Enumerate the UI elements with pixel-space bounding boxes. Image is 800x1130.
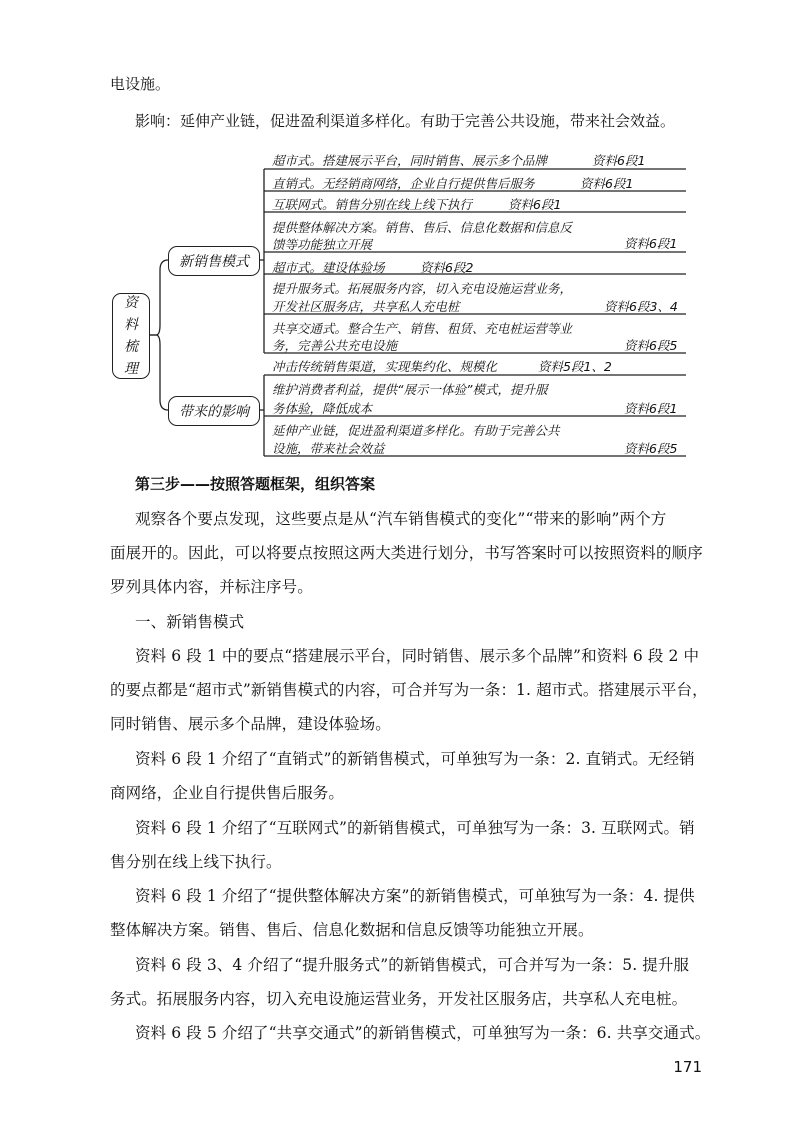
mind-map bbox=[0, 145, 800, 465]
mm-item-text-2: 馈等功能独立开展 bbox=[272, 237, 373, 252]
mm-item-text: 提升服务式。拓展服务内容，切入充电设施运营业务， bbox=[272, 281, 573, 296]
root-char: 料 bbox=[124, 317, 138, 333]
step3-heading: 第三步——按照答题框架，组织答案 bbox=[135, 475, 376, 493]
mm-item-ref: 资料6段5 bbox=[624, 441, 678, 456]
intro-line-0: 电设施。 bbox=[110, 75, 171, 93]
mm-item-text: 超市式。建设体验场 bbox=[272, 260, 385, 275]
mm-item-text: 延伸产业链，促进盈利渠道多样化。有助于完善公共 bbox=[272, 423, 560, 438]
mm-item-ref: 资料6段1 bbox=[624, 401, 678, 416]
mm-item-ref: 资料6段5 bbox=[624, 338, 678, 353]
page-number: 171 bbox=[673, 1058, 702, 1076]
mm-item-text-2: 务体验，降低成本 bbox=[272, 401, 373, 416]
body-line: 的要点都是“超市式”新销售模式的内容，可合并写为一条：1. 超市式。搭建展示平台， bbox=[110, 681, 708, 699]
mm-item-text: 冲击传统销售渠道，实现集约化、规模化 bbox=[272, 359, 498, 374]
intro-line-1: 影响：延伸产业链，促进盈利渠道多样化。有助于完善公共设施，带来社会效益。 bbox=[135, 112, 676, 130]
body-line: 商网络，企业自行提供售后服务。 bbox=[110, 784, 345, 802]
mm-item-text: 直销式。无经销商网络，企业自行提供售后服务 bbox=[272, 176, 535, 191]
body-line: 务式。拓展服务内容，切入充电设施运营业务，开发社区服务店，共享私人充电桩。 bbox=[110, 990, 688, 1008]
body-line: 资料 6 段 1 介绍了“互联网式”的新销售模式，可单独写为一条：3. 互联网式。销 bbox=[135, 819, 695, 837]
body-line: 资料 6 段 5 介绍了“共享交通式”的新销售模式，可单独写为一条：6. 共享交通式。 bbox=[135, 1024, 711, 1042]
mm-item-ref: 资料6段1 bbox=[508, 197, 562, 212]
mm-item-text: 提供整体解决方案。销售、售后、信息化数据和信息反 bbox=[272, 220, 573, 235]
root-char: 梳 bbox=[124, 339, 138, 355]
root-to-branch-connector bbox=[148, 335, 168, 410]
mm-item-ref: 资料6段2 bbox=[420, 260, 474, 275]
root-char: 理 bbox=[124, 361, 138, 377]
branch-new-sales-mode: 新销售模式 bbox=[168, 246, 260, 276]
root-char: 资 bbox=[124, 295, 138, 311]
mm-item-text: 超市式。搭建展示平台，同时销售、展示多个品牌 bbox=[272, 153, 548, 168]
mm-item-text: 维护消费者利益，提供“展示一体验”模式，提升服 bbox=[272, 382, 548, 397]
mm-item-ref: 资料6段1 bbox=[592, 153, 646, 168]
body-line: 罗列具体内容，并标注序号。 bbox=[110, 578, 313, 596]
root-to-branch-connector bbox=[148, 260, 168, 335]
mm-item-ref: 资料6段3、4 bbox=[604, 299, 678, 314]
mm-item-text: 共享交通式。整合生产、销售、租赁、充电桩运营等业 bbox=[272, 321, 573, 336]
body-line: 售分别在线上线下执行。 bbox=[110, 853, 282, 871]
mm-item-text: 互联网式。销售分别在线上线下执行 bbox=[272, 197, 473, 212]
body-line: 整体解决方案。销售、售后、信息化数据和信息反馈等功能独立开展。 bbox=[110, 921, 594, 939]
section-heading: 一、新销售模式 bbox=[135, 613, 245, 631]
mm-item-text-2: 开发社区服务店，共享私人充电桩 bbox=[272, 299, 460, 314]
mm-item-text-2: 设施，带来社会效益 bbox=[272, 441, 385, 456]
body-line: 面展开的。因此，可以将要点按照这两大类进行划分，书写答案时可以按照资料的顺序 bbox=[110, 544, 703, 562]
body-line: 资料 6 段 1 中的要点“搭建展示平台，同时销售、展示多个品牌”和资料 6 段 2 中 bbox=[135, 647, 700, 665]
branch-impact: 带来的影响 bbox=[168, 396, 260, 426]
body-line: 资料 6 段 1 介绍了“提供整体解决方案”的新销售模式，可单独写为一条：4. 提供 bbox=[135, 887, 695, 905]
body-line: 同时销售、展示多个品牌，建设体验场。 bbox=[110, 715, 391, 733]
body-line: 观察各个要点发现，这些要点是从“汽车销售模式的变化”“带来的影响”两个方 bbox=[135, 510, 667, 528]
mm-item-ref: 资料5段1、2 bbox=[538, 359, 612, 374]
body-line: 资料 6 段 1 介绍了“直销式”的新销售模式，可单独写为一条：2. 直销式。无经销 bbox=[135, 750, 695, 768]
mm-item-ref: 资料6段1 bbox=[624, 236, 678, 251]
mm-item-ref: 资料6段1 bbox=[580, 176, 634, 191]
mind-map-root bbox=[112, 293, 150, 379]
mm-item-text-2: 务，完善公共充电设施 bbox=[272, 338, 398, 353]
body-line: 资料 6 段 3、4 介绍了“提升服务式”的新销售模式，可合并写为一条：5. 提升服 bbox=[135, 956, 690, 974]
